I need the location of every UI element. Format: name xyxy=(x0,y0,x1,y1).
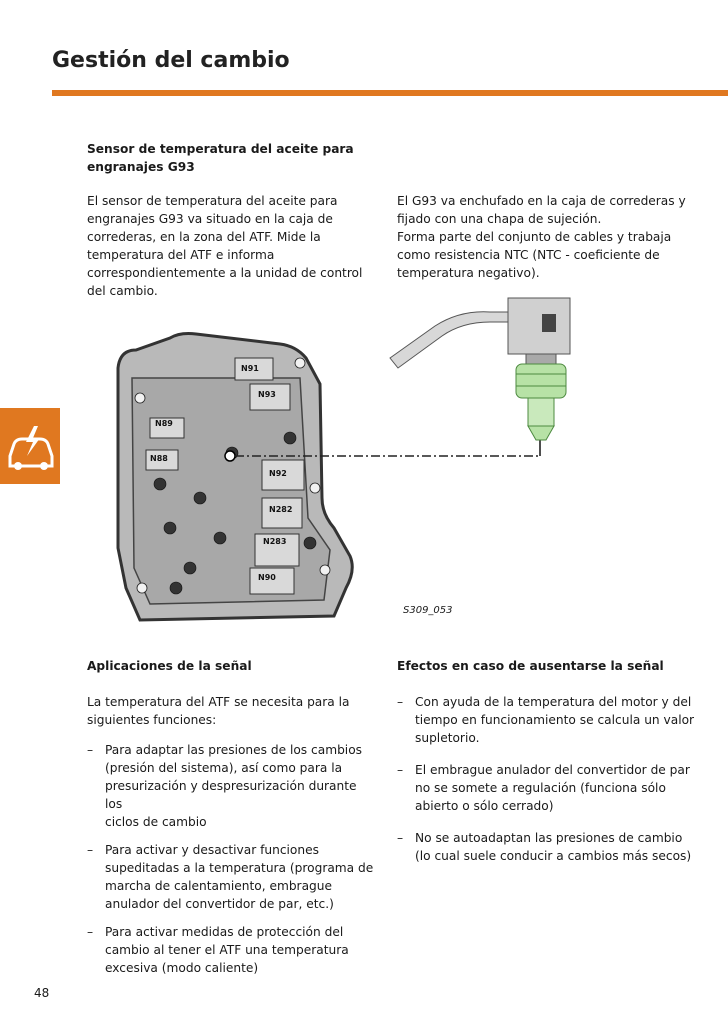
sensor-heading: Sensor de temperatura del aceite para engranajes G93 xyxy=(87,142,354,174)
applications-heading: Aplicaciones de la señal xyxy=(87,659,252,673)
page-number: 48 xyxy=(34,986,50,1000)
effects-list xyxy=(397,693,697,875)
label-n282: N282 xyxy=(269,505,293,514)
label-n93: N93 xyxy=(258,390,276,399)
list-item: – Para adaptar las presiones de los cambios (presión del sistema), así como para la presurización y despresurización durante los ciclos de cambio xyxy=(87,741,377,831)
valve-body-drawing xyxy=(110,288,580,628)
label-n89: N89 xyxy=(155,419,173,428)
list-item: – Para activar y desactivar funciones supeditadas a la temperatura (programa de marcha de calentamiento, embrague anulador del convertidor de par, etc.) xyxy=(87,841,377,913)
figure-caption: S309_053 xyxy=(403,605,453,616)
label-n88: N88 xyxy=(150,454,168,463)
list-item: – Con ayuda de la temperatura del motor y del tiempo en funcionamiento se calcula un valor supletorio. xyxy=(397,693,697,747)
label-n91: N91 xyxy=(241,364,259,373)
list-item: – Para activar medidas de protección del cambio al tener el ATF una temperatura excesiva (modo caliente) xyxy=(87,923,377,977)
effects-heading: Efectos en caso de ausentarse la señal xyxy=(397,659,664,673)
applications-list xyxy=(87,741,377,987)
list-item: – No se autoadaptan las presiones de cambio (lo cual suele conducir a cambios más secos) xyxy=(397,829,697,865)
label-n90: N90 xyxy=(258,573,276,582)
intro-left-text: El sensor de temperatura del aceite para engranajes G93 va situado en la caja de correderas, en la zona del ATF. Mide la temperatura del ATF e informa correspondientemente a la unidad de control del cambio. xyxy=(87,194,363,298)
intro-right-text: El G93 va enchufado en la caja de correderas y fijado con una chapa de sujeción. Forma parte del conjunto de cables y trabaja como resistencia NTC (NTC - coeficiente de temperatura negativo). xyxy=(397,194,686,280)
label-n283: N283 xyxy=(263,537,287,546)
title-underline xyxy=(52,90,728,96)
car-electric-icon xyxy=(0,408,60,484)
applications-intro: La temperatura del ATF se necesita para la siguientes funciones: xyxy=(87,695,350,727)
list-item: – El embrague anulador del convertidor de par no se somete a regulación (funciona sólo abierto o sólo cerrado) xyxy=(397,761,697,815)
page-title: Gestión del cambio xyxy=(52,48,290,73)
label-n92: N92 xyxy=(269,469,287,478)
